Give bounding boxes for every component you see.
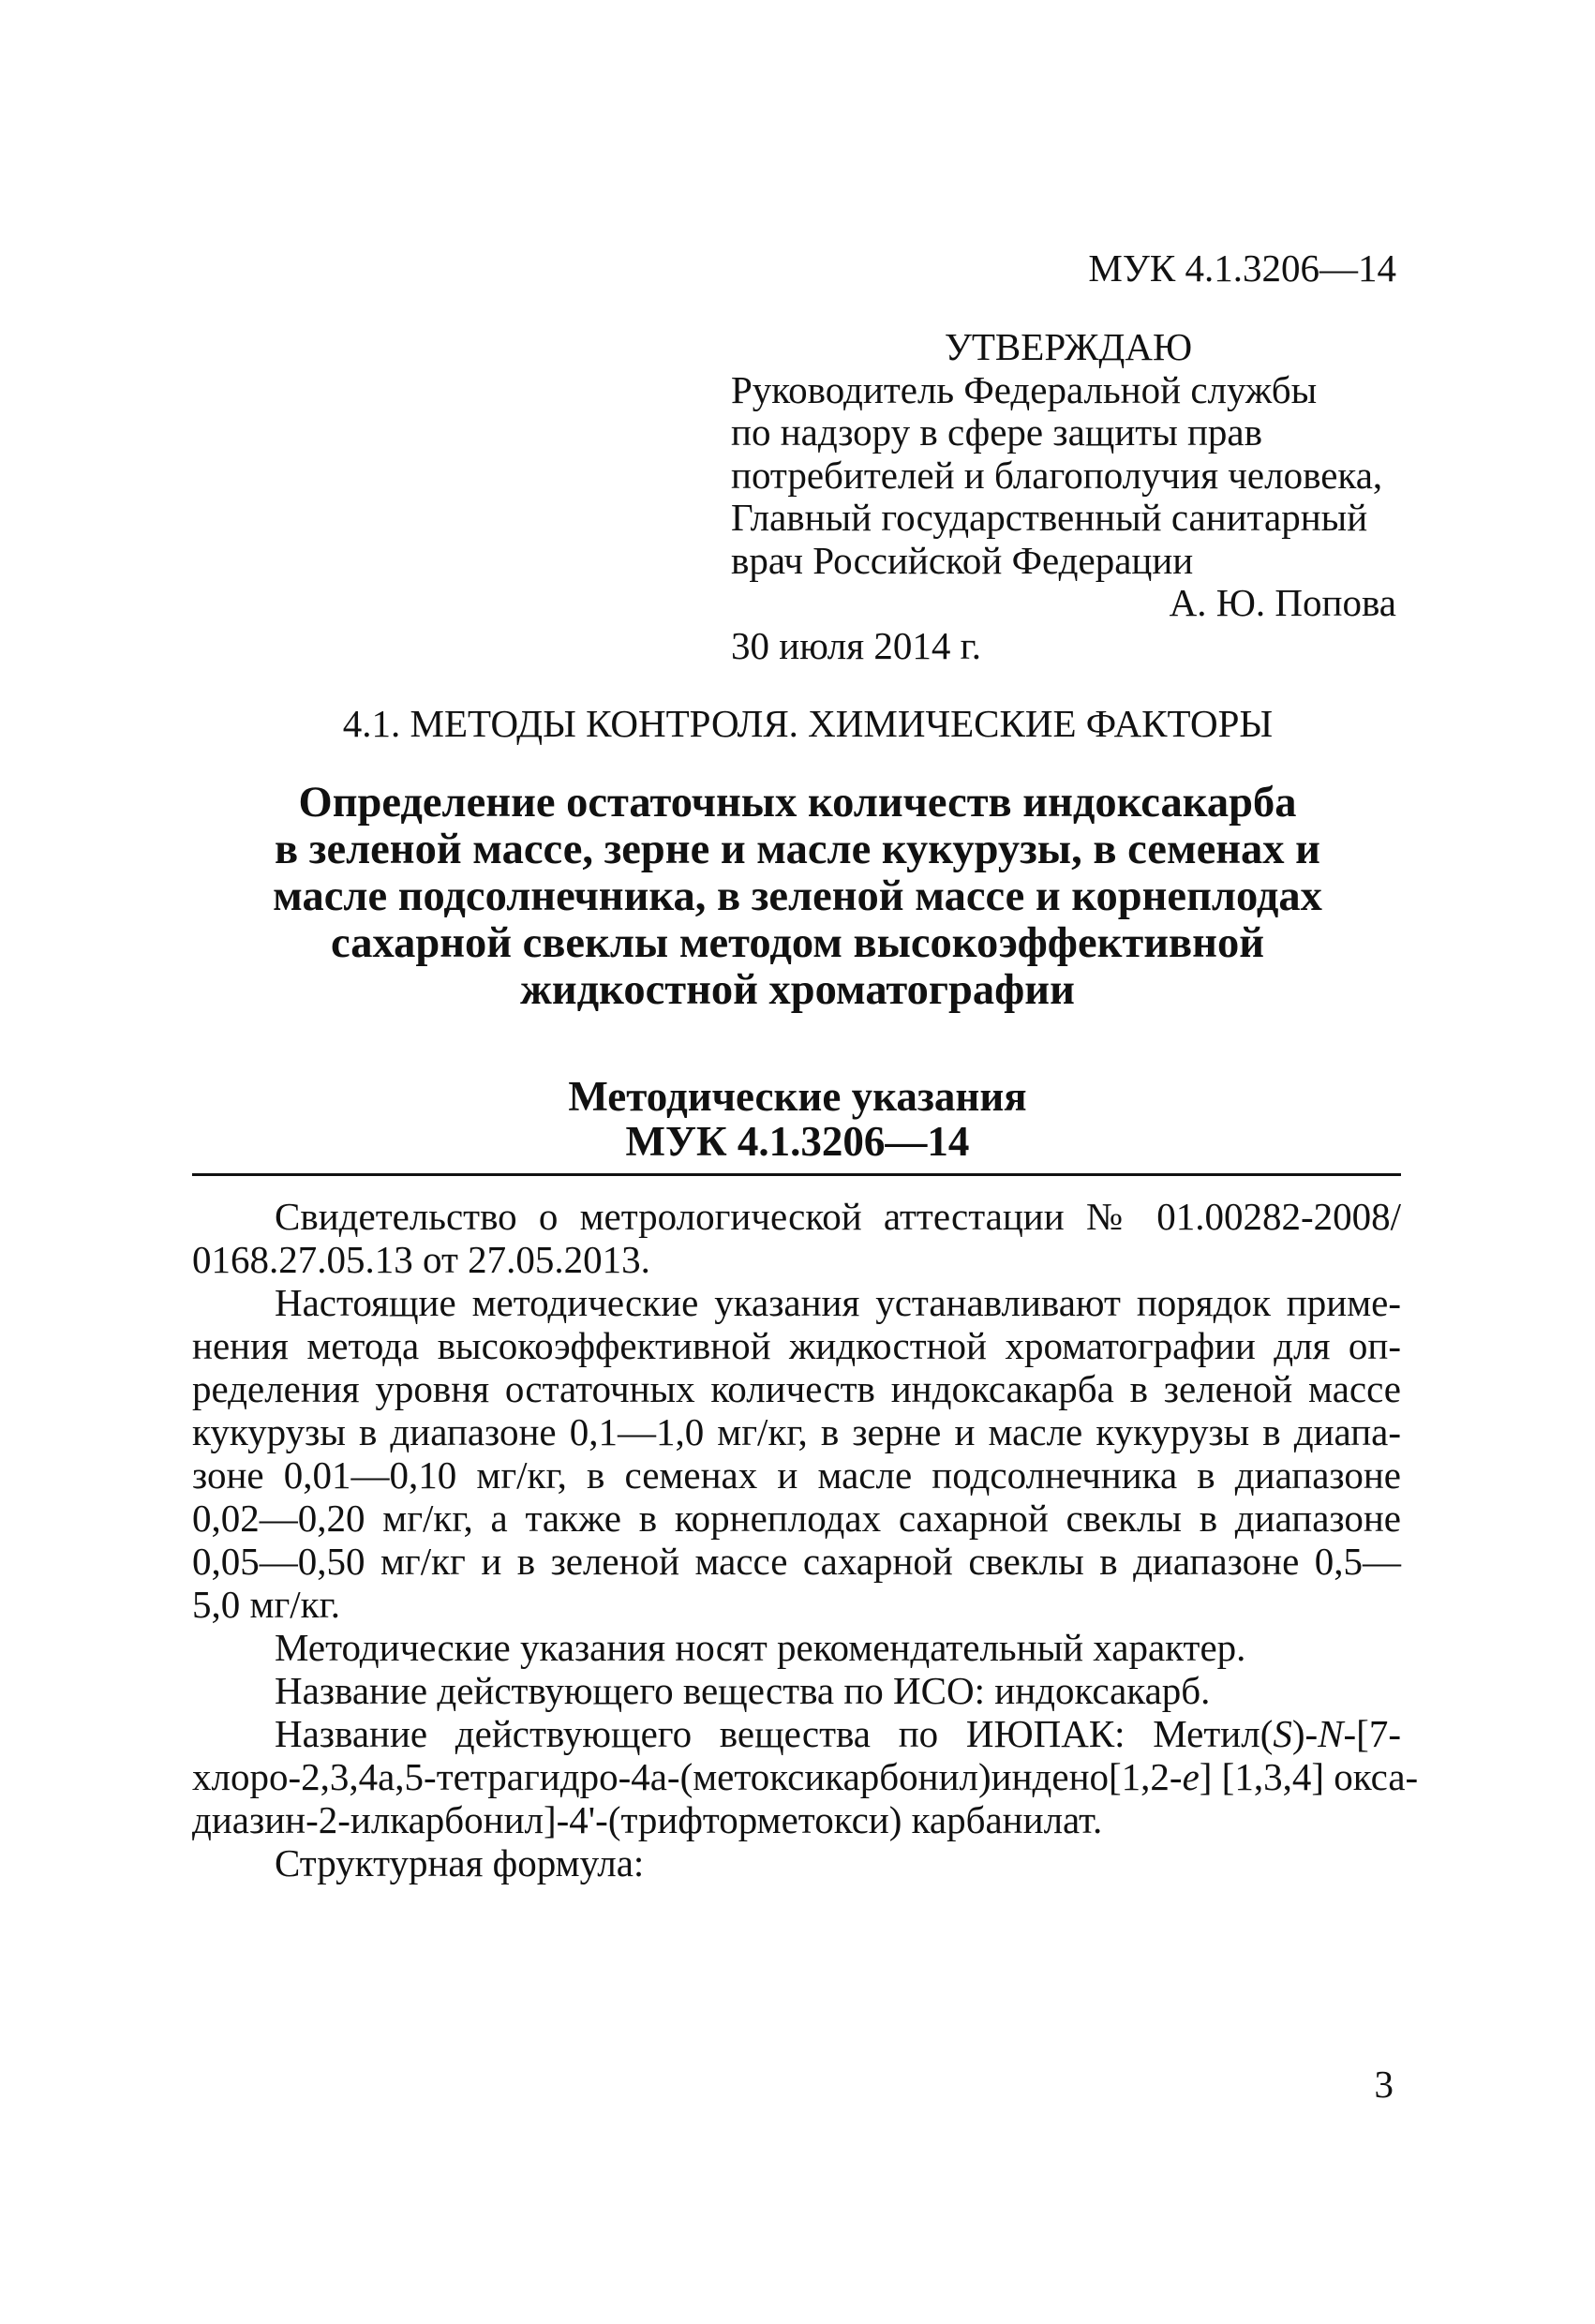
advisory-paragraph: Методические указания носят рекомендательный характер. [275, 1626, 1246, 1669]
approval-date: 30 июля 2014 г. [731, 623, 982, 667]
approval-line: врач Российской Федерации [731, 538, 1194, 582]
title-line: сахарной свеклы методом высокоэффективной [331, 919, 1264, 967]
certificate-paragraph [192, 1195, 1401, 1281]
approval-signer: А. Ю. Попова [1169, 581, 1396, 624]
document-title [187, 780, 1408, 1014]
title-line: Определение остаточных количеств индоксакарба [298, 779, 1297, 827]
approval-line: потребителей и благополучия человека, [731, 453, 1383, 497]
scope-line: Настоящие методические указания устанавливают порядок приме- [275, 1281, 1401, 1324]
structural-formula-label: Структурная формула: [275, 1841, 645, 1885]
approval-line: по надзору в сфере защиты прав [731, 410, 1262, 454]
title-line: масле подсолнечника, в зеленой массе и корнеплодах [273, 872, 1322, 920]
document-subtitle [187, 1074, 1408, 1164]
title-line: в зеленой массе, зерне и масле кукурузы, в семенах и [275, 826, 1320, 873]
body-text [192, 1195, 1419, 1885]
scope-line: кукурузы в диапазоне 0,1—1,0 мг/кг, в зерне и масле кукурузы в диапа- [192, 1410, 1401, 1453]
document-code: МУК 4.1.3206—14 [625, 1118, 970, 1165]
scope-line: зоне 0,01—0,10 мг/кг, в семенах и масле подсолнечника в диапазоне [192, 1453, 1401, 1497]
approval-line: Руководитель Федеральной службы [731, 367, 1318, 411]
certificate-line: Свидетельство о метрологической аттестации № 01.00282-2008/ [275, 1195, 1401, 1238]
document-code-header: МУК 4.1.3206—14 [1088, 246, 1396, 290]
approval-line: Главный государственный санитарный [731, 496, 1368, 539]
iupac-line: Название действующего вещества по ИЮПАК: Метил(S)-N-[7- [275, 1712, 1401, 1755]
scope-line: нения метода высокоэффективной жидкостной хроматографии для оп- [192, 1324, 1401, 1367]
scope-line: 5,0 мг/кг. [192, 1583, 341, 1626]
document-kind: Методические указания [568, 1073, 1027, 1120]
title-divider [192, 1173, 1401, 1176]
certificate-line: 0168.27.05.13 от 27.05.2013. [192, 1238, 650, 1281]
iupac-line: диазин-2-илкарбонил]-4'-(трифторметокси) карбанилат. [192, 1798, 1103, 1841]
scope-line: ределения уровня остаточных количеств индоксакарба в зеленой массе [192, 1367, 1401, 1410]
section-title: 4.1. МЕТОДЫ КОНТРОЛЯ. ХИМИЧЕСКИЕ ФАКТОРЫ [342, 702, 1274, 745]
title-line: жидкостной хроматографии [520, 966, 1075, 1014]
page-number: 3 [1374, 2063, 1394, 2106]
iupac-paragraph [192, 1712, 1419, 1841]
scope-line: 0,05—0,50 мг/кг и в зеленой массе сахарной свеклы в диапазоне 0,5— [192, 1540, 1401, 1583]
approval-block [731, 326, 1396, 667]
scope-paragraph [192, 1281, 1401, 1626]
scope-line: 0,02—0,20 мг/кг, а также в корнеплодах сахарной свеклы в диапазоне [192, 1497, 1401, 1540]
iupac-line: хлоро-2,3,4а,5-тетрагидро-4а-(метоксикарбонил)индено[1,2-e] [1,3,4] окса- [192, 1755, 1419, 1798]
iso-name-paragraph: Название действующего вещества по ИСО: индоксакарб. [275, 1669, 1211, 1712]
approval-heading: УТВЕРЖДАЮ [944, 325, 1193, 368]
